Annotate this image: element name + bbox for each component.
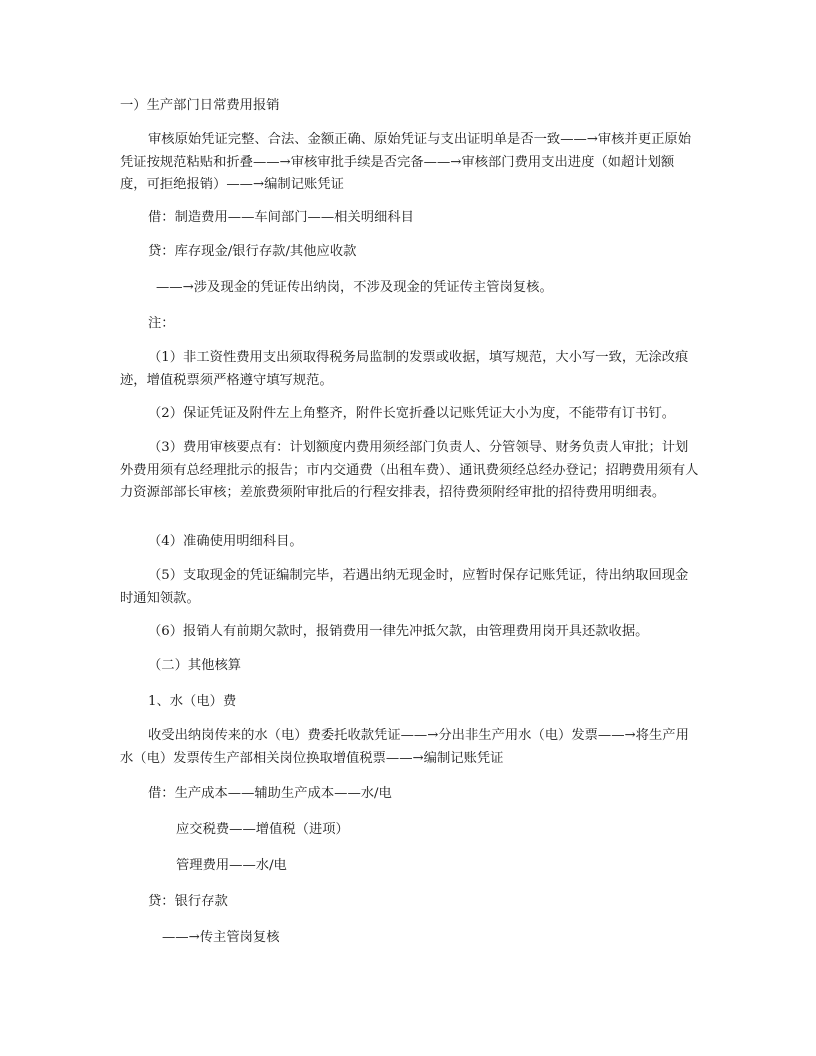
note-item: （2）保证凭证及附件左上角整齐，附件长宽折叠以记账凭证大小为度，不能带有订书钉。: [148, 406, 676, 421]
note-item: （3）费用审核要点有：计划额度内费用须经部门负责人、分管领导、财务负责人审批；计划外费用须有总经理批示的报告；市内交通费（出租车费）、通讯费须经总经办登记；招聘费用须有人力资源部部长审核；差旅费须附审批后的行程安排表，招待费须附经审批的招待费用明细表。: [120, 440, 699, 500]
credit-entry: 贷：银行存款: [148, 894, 228, 909]
notes-label: 注：: [148, 316, 175, 331]
debit-entry: 应交税费——增值税（进项）: [176, 822, 349, 837]
transfer-note: ——→涉及现金的凭证传出纳岗，不涉及现金的凭证传主管岗复核。: [156, 280, 553, 295]
transfer-note: ——→传主管岗复核: [162, 930, 280, 945]
workflow-text-block: 收受出纳岗传来的水（电）费委托收款凭证——→分出非生产用水（电）发票——→将生产用水（电）发票传生产部相关岗位换取增值税票——→编制记账凭证: [120, 728, 689, 766]
credit-entry: 贷：库存现金/银行存款/其他应收款: [148, 244, 357, 259]
note-item: （1）非工资性费用支出须取得税务局监制的发票或收据，填写规范，大小写一致，无涂改痕迹，增值税票须严格遵守填写规范。: [120, 350, 689, 388]
debit-entry: 借：生产成本——辅助生产成本——水/电: [148, 786, 392, 801]
workflow-text-block: 审核原始凭证完整、合法、金额正确、原始凭证与支出证明单是否一致——→审核并更正原始凭证按规范粘贴和折叠——→审核审批手续是否完备——→审核部门费用支出进度（如超计划额度，可拒绝报销）——→编制记账凭证: [120, 132, 692, 192]
debit-entry: 管理费用——水/电: [176, 858, 287, 873]
subsection-heading: 1、水（电）费: [148, 694, 237, 709]
note-item: （4）准确使用明细科目。: [148, 534, 303, 549]
section-heading: （二）其他核算: [148, 658, 242, 673]
note-item: （6）报销人有前期欠款时，报销费用一律先冲抵欠款，由管理费用岗开具还款收据。: [148, 624, 649, 639]
section-heading: 一）生产部门日常费用报销: [120, 98, 280, 113]
debit-entry: 借：制造费用——车间部门——相关明细科目: [148, 210, 414, 225]
note-item: （5）支取现金的凭证编制完毕，若遇出纳无现金时，应暂时保存记账凭证，待出纳取回现金时通知领款。: [120, 568, 689, 606]
